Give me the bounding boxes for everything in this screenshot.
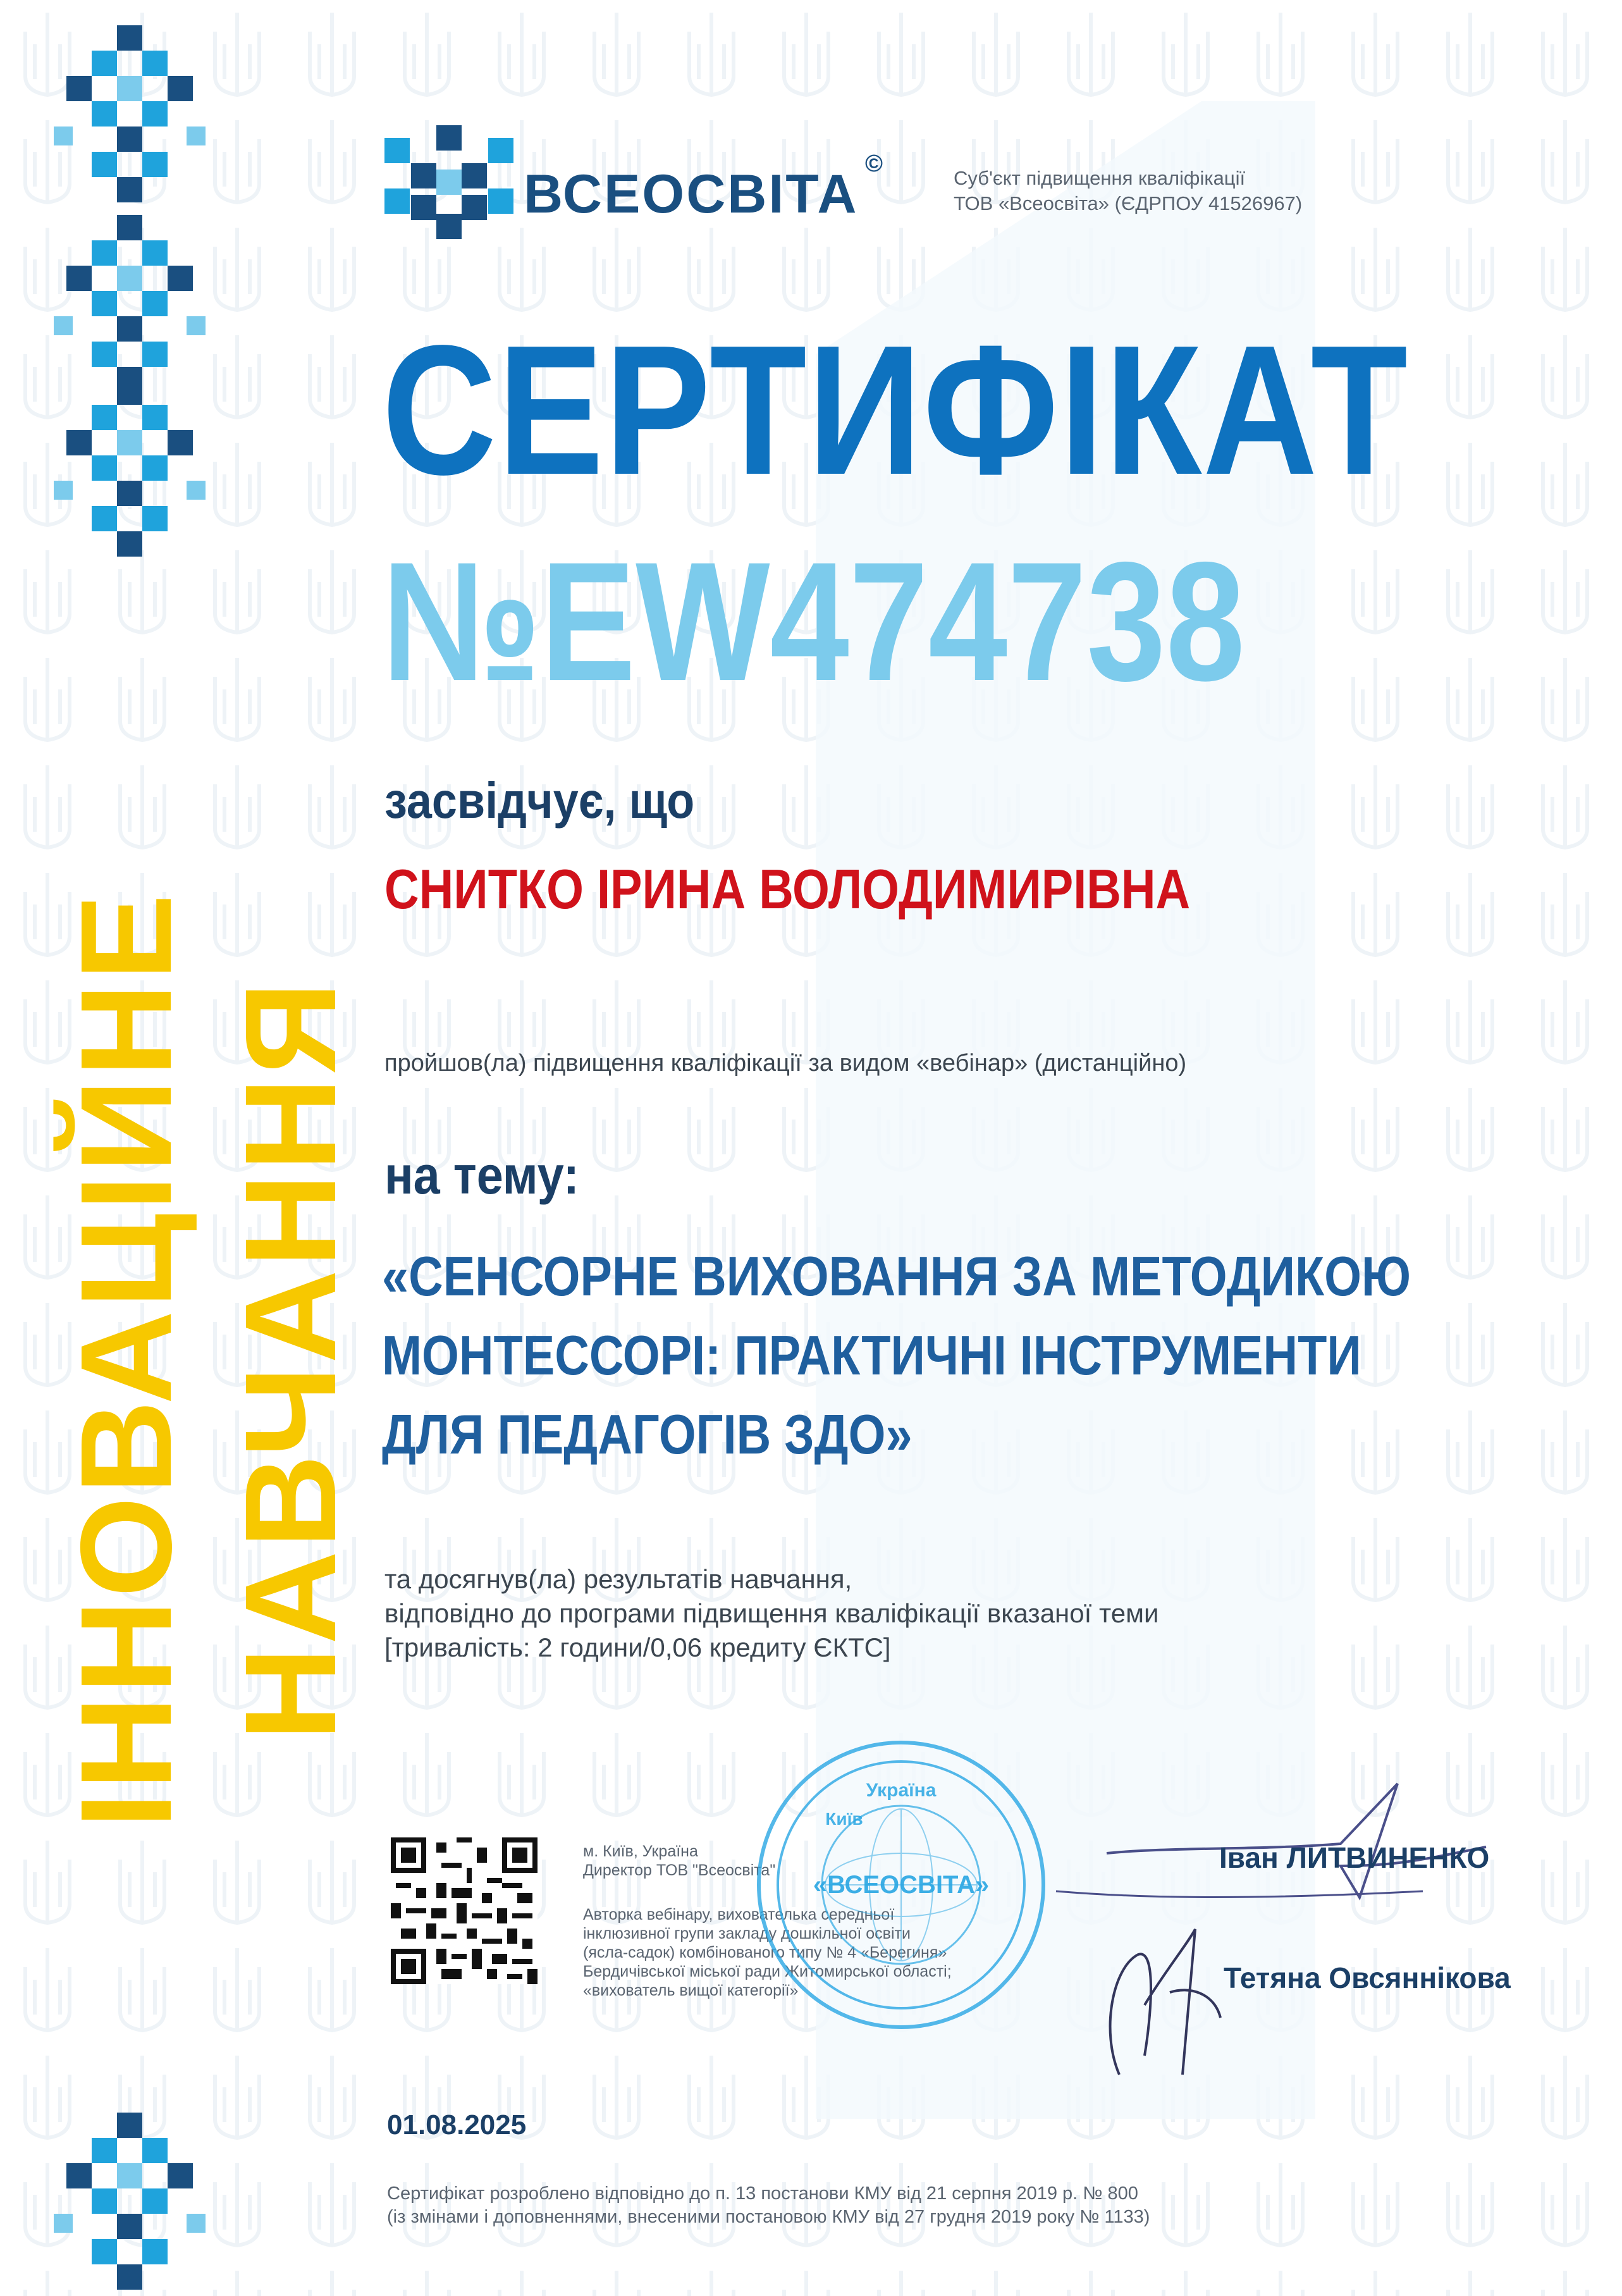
author-name: Тетяна Овсяннікова <box>1224 1961 1511 1994</box>
certificate-title: СЕРТИФІКАТ <box>382 307 1409 513</box>
recipient-name: СНИТКО ІРИНА ВОЛОДИМИРІВНА <box>384 858 1191 920</box>
results-text <box>384 1562 1158 1665</box>
topic-line: МОНТЕССОРІ: ПРАКТИЧНІ ІНСТРУМЕНТИ <box>382 1324 1361 1386</box>
place-text: м. Київ, Україна <box>583 1842 698 1860</box>
results-line: відповідно до програми підвищення кваліфікації вказаної теми <box>384 1598 1159 1628</box>
side-banner: ІННОВАЦІЙНЕ НАВЧАННЯ <box>54 891 363 1829</box>
official-stamp <box>753 1736 1050 2034</box>
brand-name: ВСЕОСВІТА <box>524 164 859 225</box>
certificate-number: №EW474738 <box>382 526 1245 716</box>
issue-date: 01.08.2025 <box>387 2109 527 2140</box>
stamp-country: Україна <box>866 1780 937 1801</box>
author-signature <box>1094 1916 1233 2094</box>
author-line: інклюзивної групи закладу дошкільної освіти <box>583 1925 911 1942</box>
provider-line: ТОВ «Всеосвіта» (ЄДРПОУ 41526967) <box>954 192 1303 214</box>
footer-line: Сертифікат розроблено відповідно до п. 13 постанови КМУ від 21 серпня 2019 р. № 800 <box>387 2183 1138 2204</box>
topic-line: «СЕНСОРНЕ ВИХОВАННЯ ЗА МЕТОДИКОЮ <box>382 1245 1411 1307</box>
certifies-text: засвідчує, що <box>384 772 695 829</box>
author-line: (ясла-садок) комбінованого типу № 4 «Берегиня» <box>583 1944 947 1961</box>
provider-line: Суб'єкт підвищення кваліфікації <box>954 167 1246 189</box>
ornament-icon <box>54 25 206 202</box>
results-line: та досягнув(ла) результатів навчання, <box>384 1564 852 1594</box>
author-line: «вихователь вищої категорії» <box>583 1982 799 1999</box>
footer-line: (із змінами і доповненнями, внесеними постановою КМУ від 27 грудня 2019 року № 1133) <box>387 2207 1150 2227</box>
legal-footer <box>387 2182 1150 2229</box>
qr-code-icon[interactable] <box>391 1837 538 1984</box>
topic-title <box>382 1237 1411 1474</box>
director-name: Іван ЛИТВИНЕНКО <box>1219 1841 1490 1874</box>
passed-text: пройшов(ла) підвищення кваліфікації за видом «вебінар» (дистанційно) <box>384 1050 1187 1077</box>
director-role: Директор ТОВ "Всеосвіта" <box>583 1861 776 1879</box>
author-line: Бердичівської міської ради Житомирської області; <box>583 1963 952 1980</box>
author-line: Авторка вебінару, вихователька середньої <box>583 1906 895 1923</box>
topic-line: ДЛЯ ПЕДАГОГІВ ЗДО» <box>382 1403 912 1466</box>
copyright-mark: © <box>865 151 883 177</box>
results-line: [тривалість: 2 години/0,06 кредиту ЄКТС] <box>384 1633 891 1662</box>
snowflake-logo-icon <box>384 125 514 239</box>
provider-info <box>954 166 1302 216</box>
topic-label: на тему: <box>384 1145 579 1205</box>
stamp-city: Київ <box>825 1809 863 1829</box>
stamp-name: «ВСЕОСВІТА» <box>813 1871 990 1899</box>
